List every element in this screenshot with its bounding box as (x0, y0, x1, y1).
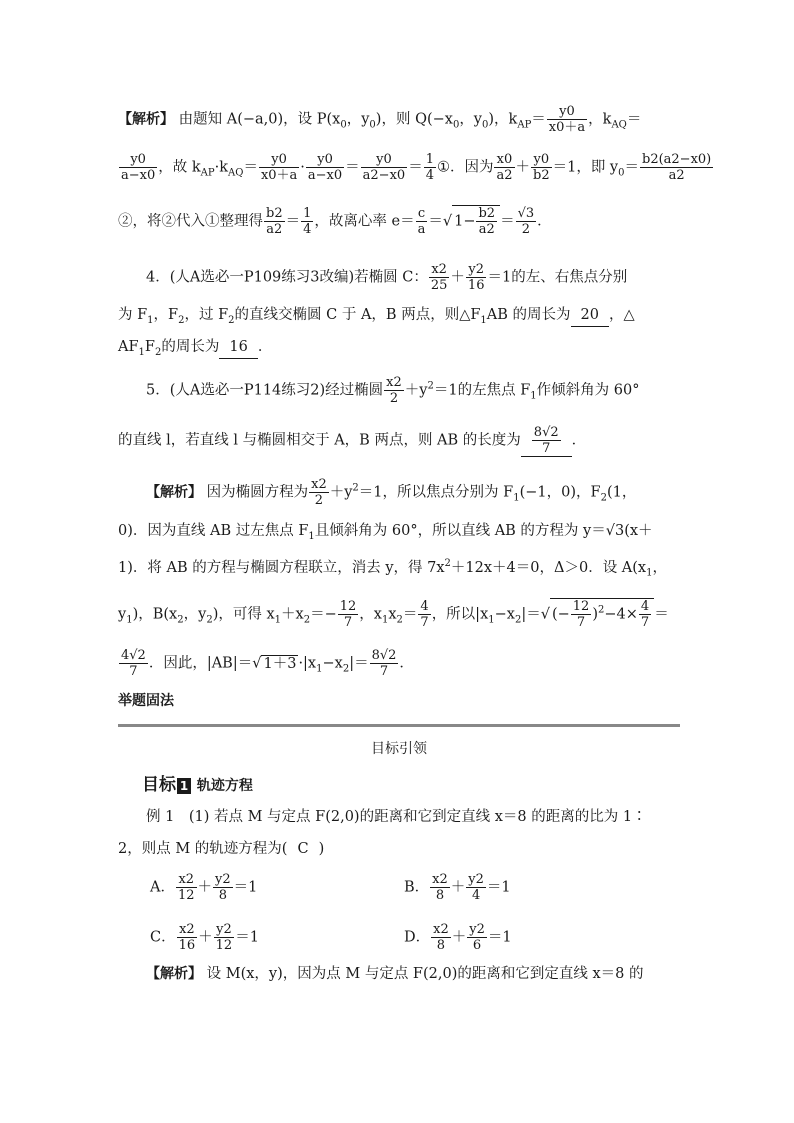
fraction: $\frac{y2}{8}$ (215, 872, 231, 903)
text: |＝ (521, 606, 541, 623)
text: ＝ (408, 159, 423, 176)
text: ＝ (345, 159, 360, 176)
sub: 1 (126, 614, 133, 626)
sub: 1 (480, 314, 487, 326)
sub: 1 (308, 530, 315, 542)
text: ，y (346, 111, 370, 128)
text: ·k (214, 159, 229, 176)
text: ·|x (298, 655, 317, 672)
fraction: $\frac{√3}{2}$ (517, 206, 535, 237)
text: ＋y (329, 484, 353, 501)
fraction: $\frac{y2}{12}$ (215, 922, 233, 953)
answer-blank (521, 425, 572, 457)
text: −x (494, 606, 515, 623)
sub: 2 (303, 614, 311, 626)
text: ＝ (243, 159, 258, 176)
text: 作倾斜角为 60° (536, 382, 640, 399)
q4-line2 (118, 304, 635, 332)
text: x (388, 606, 397, 623)
fraction: $\frac{x2}{16}$ (178, 922, 196, 953)
text: ＝ (402, 606, 418, 623)
fraction: $\frac{y2}{16}$ (467, 262, 485, 293)
q5-line2 (118, 425, 586, 457)
fraction: $\frac{b2}{a2}$ (266, 206, 283, 237)
sub: 1 (274, 614, 282, 626)
target-name: 轨迹方程 (196, 778, 253, 794)
ex3-line3: ②，将②代入①整理得 $\frac{b2}{a2}$ ＝ $\frac{1}{4}$ ，故离心率 e＝ $\frac{c}{a}$ ＝√ 1− $\frac{b2}{a2}$ ＝ $\frac{√3}{2}$ ． (118, 206, 552, 237)
fraction: $\frac{b2}{a2}$ (478, 206, 496, 237)
center-heading: 目标引领 (371, 741, 427, 757)
text: ． (399, 655, 414, 672)
text: 的直线交椭圆 C 于 A，B 两点，则△F (234, 307, 481, 323)
fraction: $\frac{1}{4}$ (303, 206, 312, 237)
text: ＝1，所以焦点分别为 F (358, 484, 514, 501)
text: 1)．将 AB 的方程与椭圆方程联立，消去 y，得 7x (118, 559, 445, 576)
text: ①．因为 (436, 159, 494, 176)
fraction: $\frac{x2}{2}$ (386, 375, 402, 406)
text: ＝1，即 y (552, 159, 619, 176)
sol5-line5: $\frac{4√2}{7}$ ．因此，|AB|＝√ $1+3 \cdot|x_1-x_2|=$ $\frac{8√2}{7}$ ． (121, 648, 414, 679)
text: (1， (606, 484, 637, 501)
text: ，F (153, 307, 179, 323)
sub: 1 (381, 614, 389, 626)
text: 的直线 l，若直线 l 与椭圆相交于 A，B 两点，则 AB 的长度为 (118, 432, 521, 449)
fraction: $\frac{y2}{4}$ (468, 872, 484, 903)
fraction: $\frac{8√2}{7}$ (371, 648, 397, 679)
text: ＝ (626, 111, 642, 128)
ex3-line2 (118, 152, 714, 184)
sub: 2 (396, 614, 403, 626)
sub: 0 (618, 167, 625, 179)
sub: 1 (138, 346, 145, 358)
target-num: 1 (177, 778, 191, 794)
fraction: $\frac{y0}{b2}$ (533, 152, 550, 183)
fraction: $\frac{y0}{x0+a}$ (548, 104, 586, 135)
fraction: $\frac{1}{4}$ (425, 152, 434, 183)
target-word: 目标 (142, 775, 176, 795)
text: |＝ (349, 655, 369, 672)
text: 且倾斜角为 60°，所以直线 AB 的方程为 y＝ (314, 523, 606, 539)
ex3-line1 (118, 104, 641, 136)
sub: AP (517, 119, 532, 131)
sub: 2 (514, 614, 522, 626)
q4-line3 (118, 336, 272, 364)
text: )，可得 x (212, 606, 275, 623)
sub: AQ (228, 167, 244, 179)
text: ＋12x＋4＝0，Δ＞0．设 A(x (450, 559, 647, 576)
text: ，y (459, 111, 483, 128)
text: y (118, 606, 127, 623)
sub: 1 (316, 663, 323, 675)
fraction: $\frac{4}{7}$ (420, 599, 429, 630)
q5-line1 (146, 375, 639, 407)
text: ②，将②代入①整理得 (118, 213, 263, 230)
sub: 2 (228, 314, 235, 326)
text: ，所以|x (431, 606, 489, 623)
sub: 1 (488, 614, 495, 626)
sub: 2 (154, 346, 162, 358)
text: ． (537, 213, 552, 230)
text: 2，则点 M 的轨迹方程为( (118, 841, 288, 857)
sol5-line3 (118, 553, 667, 585)
fraction: $\frac{4√2}{7}$ (121, 648, 146, 679)
text: ，k (588, 111, 612, 128)
text: )，B(x (132, 606, 178, 623)
sqrt: 1＋3 (263, 655, 297, 672)
fraction: $\frac{y2}{6}$ (469, 922, 485, 953)
text: AF (118, 339, 139, 355)
text: ，x (359, 606, 382, 623)
text: ＋x (281, 606, 304, 623)
text: 0)．因为直线 AB 过左焦点 F (118, 523, 309, 539)
text: ＝ (428, 213, 443, 230)
ex1-line1: 例 1 (1) 若点 M 与定点 F(2,0)的距离和它到定直线 x＝8 的距离的比为 1∶ (146, 809, 647, 825)
sub: AP (200, 167, 215, 179)
text: ． (257, 339, 273, 355)
text: 因为椭圆方程为 (206, 484, 309, 501)
text: −x (322, 655, 343, 672)
fraction: $\frac{b2(a2-x0)}{a2}$ (642, 152, 712, 183)
text: ＝ (624, 159, 639, 176)
analysis-label: 【解析】 (146, 966, 202, 982)
divider (118, 724, 680, 727)
sub: 2 (177, 614, 184, 626)
sol5-line1 (146, 477, 636, 509)
sqrt: 1− $\frac{b2}{a2}$ (452, 205, 500, 237)
text: (−1，0)，F (519, 484, 601, 501)
text: 的周长为 (161, 339, 220, 355)
fraction: $\frac{y0}{a-x0}$ (307, 152, 343, 183)
sol5-line4: $y_1$)，$B(x_2$，$y_2$)，可得 $x_1+x_2=-$ $\frac{12}{7}$ ，$x_1x_2=$ $\frac{4}{7}$ ，所以$|x_1-x_2|=√$ (− $\frac{12}{7}$ )$^2$−4× $\frac{4}{7}$ ＝ (118, 599, 669, 630)
text: ， (652, 559, 667, 576)
choice-b: B． $\frac{x2}{8}$ ＋ $\frac{y2}{4}$ ＝1 (404, 872, 511, 903)
sub: 1 (513, 492, 520, 504)
text: ．因此，|AB|＝ (148, 655, 253, 672)
fraction: $\frac{8√2}{7}$ (533, 425, 559, 456)
sup: 2 (444, 558, 451, 569)
answer: C (297, 841, 309, 857)
choice-c: C． $\frac{x2}{16}$ ＋ $\frac{y2}{12}$ ＝1 (150, 922, 259, 953)
sup: 2 (427, 380, 434, 392)
fraction: $\frac{y0}{a2-x0}$ (362, 152, 406, 183)
sub: 2 (206, 614, 213, 626)
fraction: $\frac{c}{a}$ (417, 206, 426, 237)
text: · (300, 159, 305, 176)
text: ． (571, 432, 587, 449)
sub: 0 (369, 119, 376, 131)
analysis-label: 【解析】 (146, 484, 202, 501)
fraction: $\frac{4}{7}$ (640, 599, 650, 630)
sub: 1 (646, 567, 653, 579)
answer-blank: 16 (219, 336, 257, 359)
sub: 2 (178, 314, 185, 326)
fraction: $\frac{12}{7}$ (572, 599, 590, 630)
text: ＝ (654, 606, 669, 623)
text: ) (318, 841, 325, 857)
text: ，y (183, 606, 207, 623)
choice-a: A． $\frac{x2}{12}$ ＋ $\frac{y2}{8}$ ＝1 (150, 872, 258, 903)
text: ＝− (310, 606, 337, 623)
fraction: $\frac{x2}{2}$ (311, 477, 327, 508)
sqrt: (− $\frac{12}{7}$ )$^2$−4× $\frac{4}{7}$ (550, 598, 654, 630)
sub: AQ (611, 119, 627, 131)
text: ，故离心率 e＝ (314, 213, 415, 230)
text: 为 F (118, 307, 148, 323)
text: )，则 Q(−x (375, 111, 453, 128)
text: ＋ (450, 269, 465, 286)
fraction: $\frac{12}{7}$ (339, 599, 357, 630)
text: ＝ (500, 213, 515, 230)
text: 5．(人A选必一P114练习2)经过椭圆 (146, 382, 384, 399)
text: 4．(人A选必一P109练习3改编)若椭圆 C： (146, 269, 428, 286)
sub: 1 (147, 314, 154, 326)
ex1-solution (146, 963, 643, 985)
text: ，故 k (158, 159, 201, 176)
fraction: $\frac{y0}{x0+a}$ (260, 152, 298, 183)
text: F (144, 339, 155, 355)
sub: 0 (340, 119, 347, 131)
text: (x＋ (624, 523, 653, 539)
target-tag (142, 770, 253, 795)
sol5-line2 (118, 520, 653, 548)
sub: 2 (342, 663, 350, 675)
sub: 2 (600, 492, 607, 504)
section-title: 举题固法 (118, 693, 174, 709)
analysis-label: 【解析】 (118, 111, 174, 128)
text: ＋y (404, 382, 428, 399)
text: ，△ (608, 307, 635, 323)
choice-d: D． $\frac{x2}{8}$ ＋ $\frac{y2}{6}$ ＝1 (404, 922, 512, 953)
sub: 0 (452, 119, 460, 131)
sup: 2 (352, 482, 359, 494)
text: √3 (605, 523, 625, 539)
text: ，过 F (184, 307, 229, 323)
answer-blank: 20 (571, 304, 609, 327)
text: 设 M(x，y)，因为点 M 与定点 F(2,0)的距离和它到定直线 x＝8 的 (206, 966, 644, 982)
text: )，k (488, 111, 518, 128)
fraction: $\frac{x2}{8}$ (433, 922, 449, 953)
ex1-line2 (118, 838, 324, 860)
q4-line1 (146, 262, 627, 293)
fraction: $\frac{x2}{12}$ (177, 872, 195, 903)
fraction: $\frac{x2}{25}$ (430, 262, 448, 293)
fraction: $\frac{x0}{a2}$ (496, 152, 513, 183)
text: ＝ (531, 111, 546, 128)
text: ＝1的左焦点 F (433, 382, 531, 399)
text: AB 的周长为 (486, 307, 571, 323)
sub: 1 (530, 390, 537, 402)
text: ＝ (285, 213, 301, 230)
fraction: $\frac{x2}{8}$ (432, 872, 448, 903)
text: ＋ (515, 159, 530, 176)
text: ＝1的左、右焦点分别 (487, 269, 628, 286)
text: 由题知 A(−a,0)，设 P(x (178, 111, 341, 128)
fraction: $\frac{y0}{a-x0}$ (121, 152, 156, 183)
sub: 0 (482, 119, 489, 131)
